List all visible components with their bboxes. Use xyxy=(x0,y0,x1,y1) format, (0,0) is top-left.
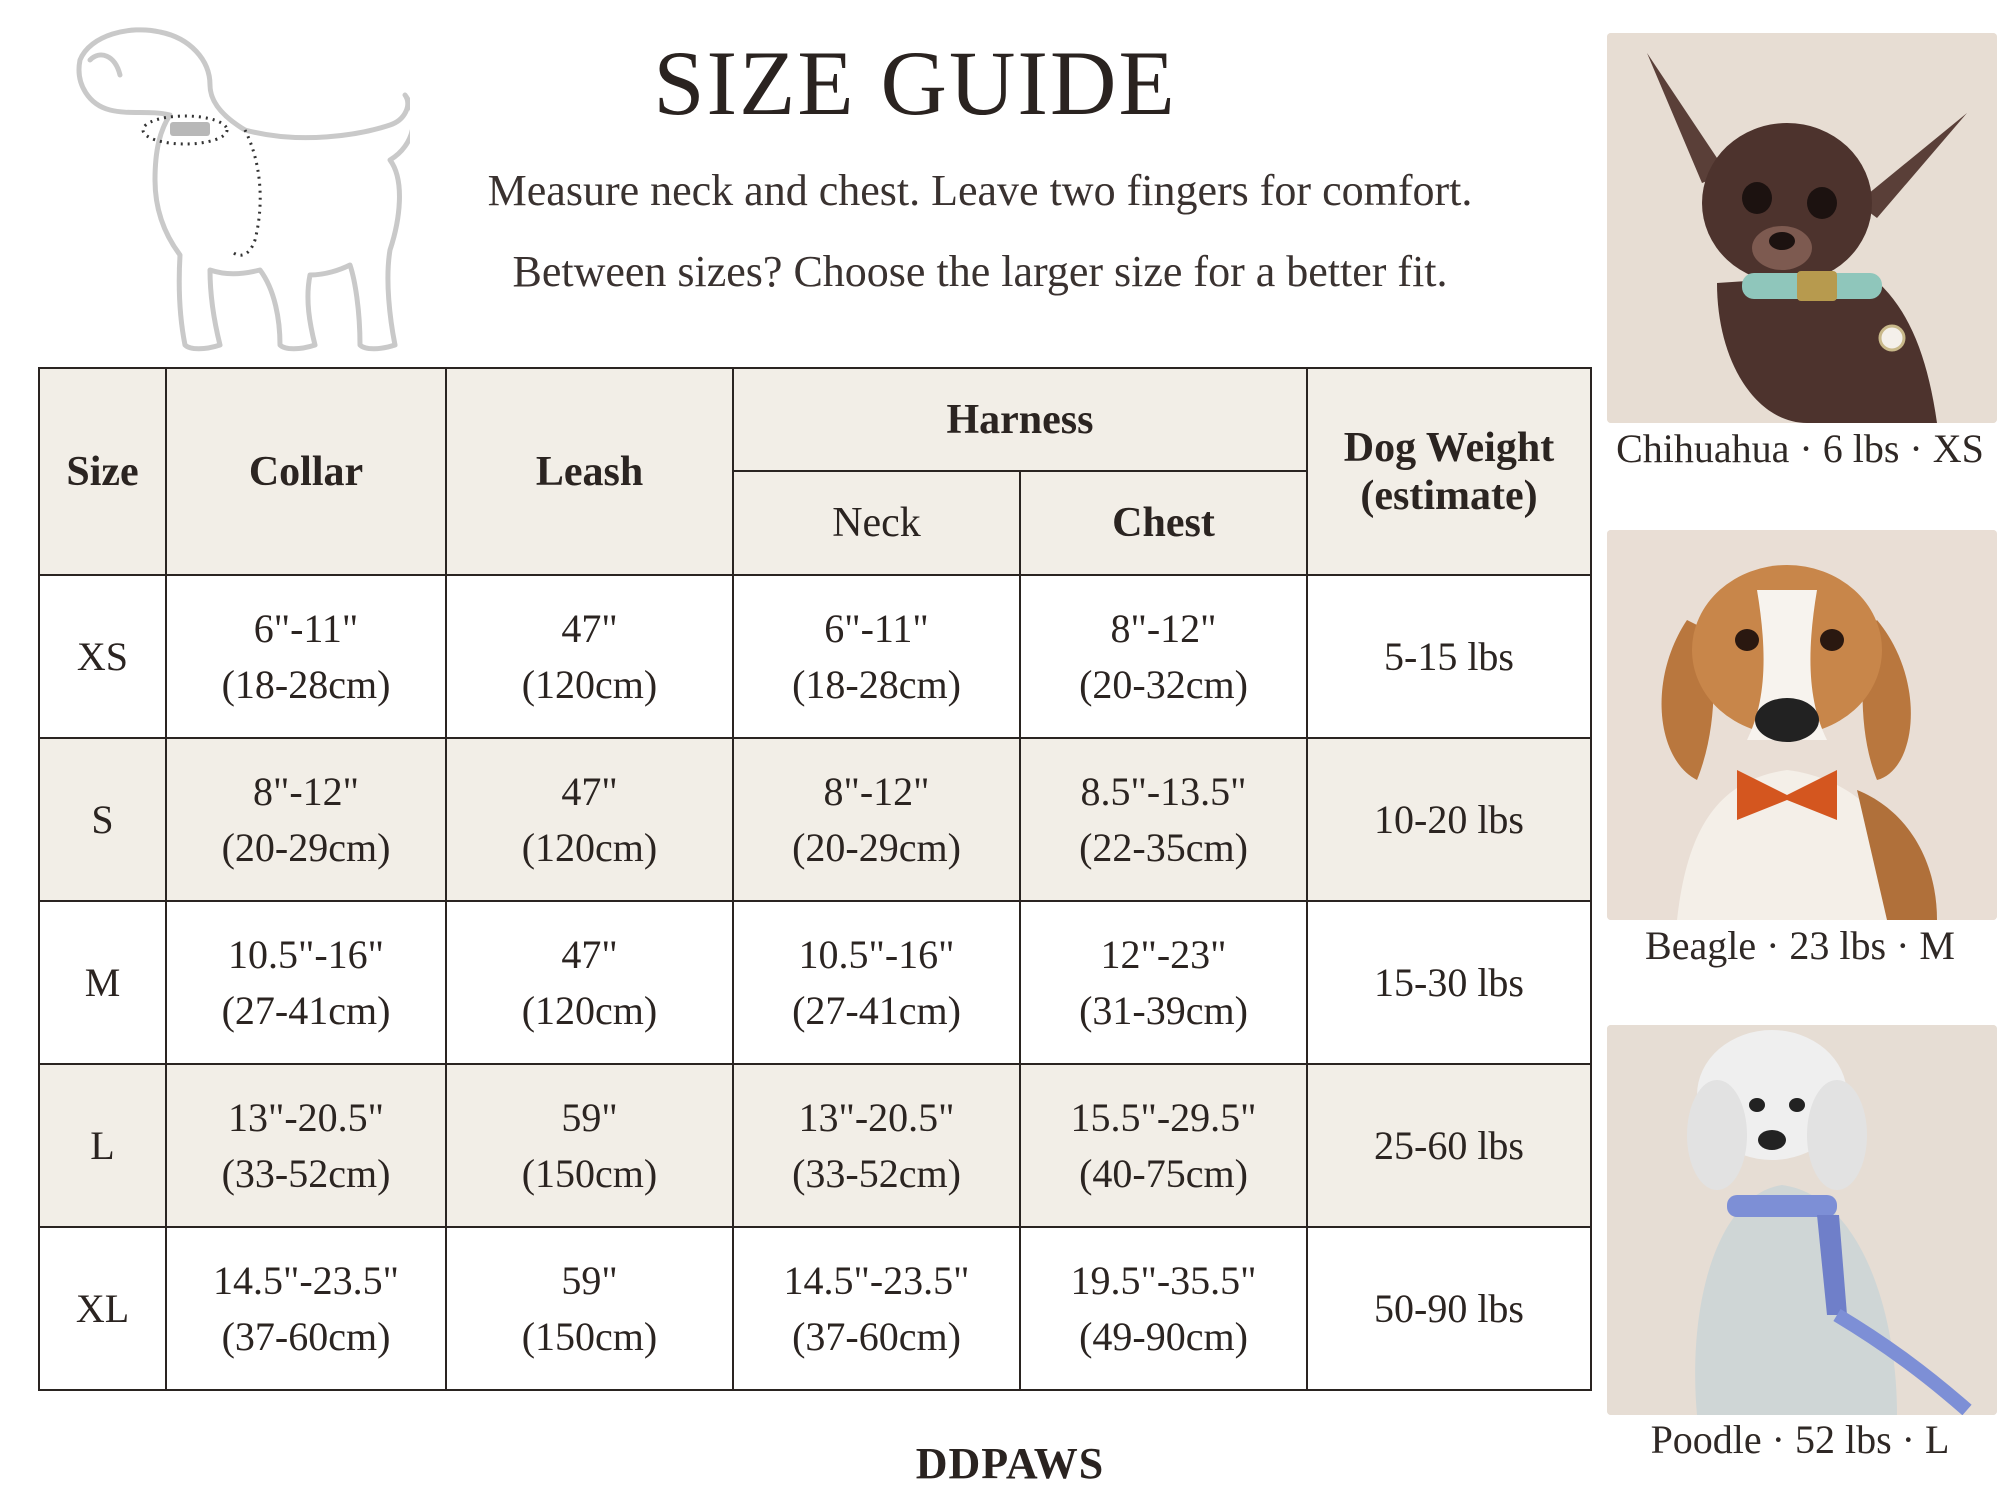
cell-weight: 25-60 lbs xyxy=(1307,1064,1591,1227)
size-table xyxy=(38,367,1592,1391)
table-row xyxy=(39,1227,1591,1390)
cell-chest: 12"-23" (31-39cm) xyxy=(1020,901,1307,1064)
cell-weight: 15-30 lbs xyxy=(1307,901,1591,1064)
cell-neck: 14.5"-23.5" (37-60cm) xyxy=(733,1227,1020,1390)
cell-collar: 13"-20.5" (33-52cm) xyxy=(166,1064,446,1227)
header-neck: Neck xyxy=(733,471,1020,575)
table-row xyxy=(39,738,1591,901)
cell-chest: 15.5"-29.5" (40-75cm) xyxy=(1020,1064,1307,1227)
poodle-photo xyxy=(1607,1025,1997,1415)
cell-collar: 6"-11" (18-28cm) xyxy=(166,575,446,738)
cell-leash: 59" (150cm) xyxy=(446,1064,733,1227)
instruction-line-1: Measure neck and chest. Leave two fingers for comfort. xyxy=(487,166,1473,215)
cell-collar: 14.5"-23.5" (37-60cm) xyxy=(166,1227,446,1390)
cell-weight: 50-90 lbs xyxy=(1307,1227,1591,1390)
brand-name: DDPAWS xyxy=(915,1439,1105,1488)
cell-leash: 59" (150cm) xyxy=(446,1227,733,1390)
cell-weight: 10-20 lbs xyxy=(1307,738,1591,901)
header-dog-weight xyxy=(1307,368,1591,575)
cell-collar: 10.5"-16" (27-41cm) xyxy=(166,901,446,1064)
cell-size: S xyxy=(39,738,166,901)
dog-measurement-illustration xyxy=(60,20,410,360)
table-row xyxy=(39,901,1591,1064)
header-leash: Leash xyxy=(446,368,733,575)
header-size: Size xyxy=(39,368,166,575)
cell-neck: 10.5"-16" (27-41cm) xyxy=(733,901,1020,1064)
poodle-caption: Poodle · 52 lbs · L xyxy=(1650,1417,1950,1462)
chihuahua-photo xyxy=(1607,33,1997,423)
table-row xyxy=(39,1064,1591,1227)
cell-size: M xyxy=(39,901,166,1064)
cell-neck: 13"-20.5" (33-52cm) xyxy=(733,1064,1020,1227)
header-weight-line1: Dog Weight xyxy=(1343,424,1555,471)
header-chest: Chest xyxy=(1020,471,1307,575)
cell-leash: 47" (120cm) xyxy=(446,901,733,1064)
cell-chest: 19.5"-35.5" (49-90cm) xyxy=(1020,1227,1307,1390)
cell-leash: 47" (120cm) xyxy=(446,575,733,738)
cell-size: XL xyxy=(39,1227,166,1390)
header-harness: Harness xyxy=(733,368,1307,471)
beagle-photo xyxy=(1607,530,1997,920)
header-collar: Collar xyxy=(166,368,446,575)
cell-size: XS xyxy=(39,575,166,738)
table-row xyxy=(39,575,1591,738)
beagle-caption: Beagle · 23 lbs · M xyxy=(1645,923,1955,968)
chihuahua-caption: Chihuahua · 6 lbs · XS xyxy=(1616,426,1984,471)
instruction-line-2: Between sizes? Choose the larger size for a better fit. xyxy=(512,247,1448,296)
cell-neck: 8"-12" (20-29cm) xyxy=(733,738,1020,901)
cell-chest: 8"-12" (20-32cm) xyxy=(1020,575,1307,738)
header-weight-line2: (estimate) xyxy=(1360,472,1538,519)
cell-neck: 6"-11" (18-28cm) xyxy=(733,575,1020,738)
page-title: SIZE GUIDE xyxy=(653,32,1177,134)
cell-collar: 8"-12" (20-29cm) xyxy=(166,738,446,901)
cell-leash: 47" (120cm) xyxy=(446,738,733,901)
cell-chest: 8.5"-13.5" (22-35cm) xyxy=(1020,738,1307,901)
cell-weight: 5-15 lbs xyxy=(1307,575,1591,738)
cell-size: L xyxy=(39,1064,166,1227)
